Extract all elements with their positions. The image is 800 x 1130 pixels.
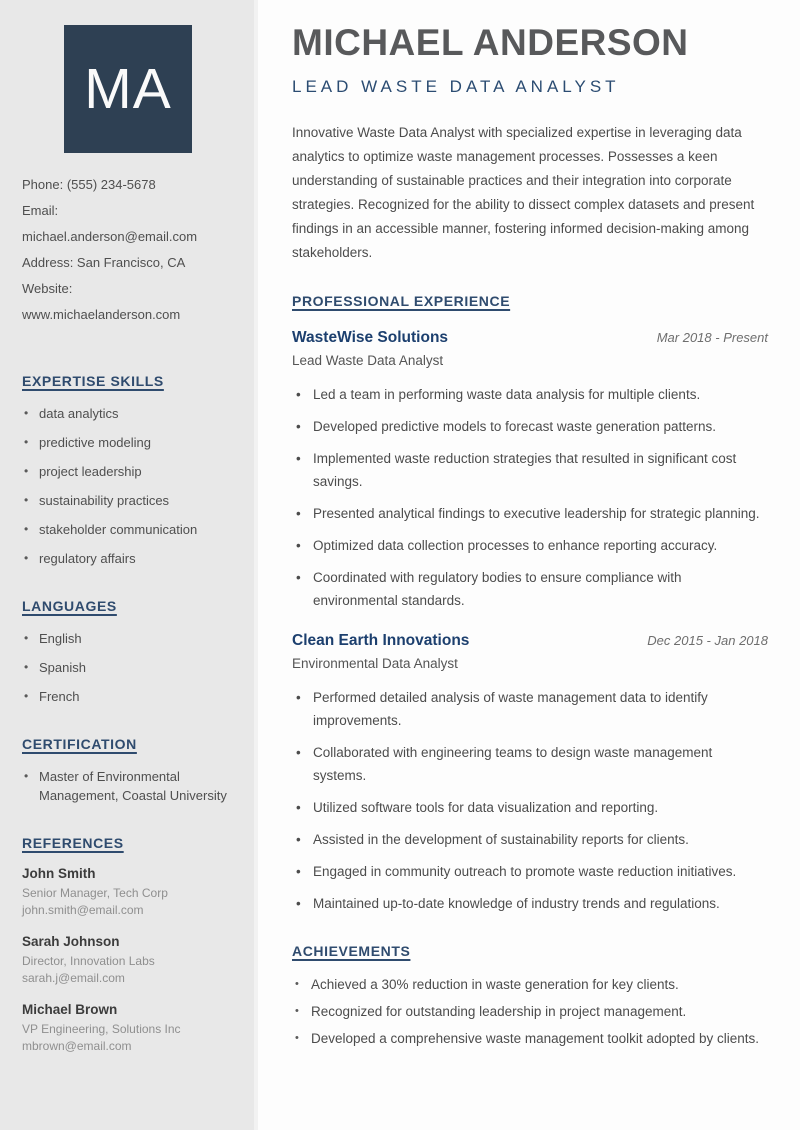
reference-name: Sarah Johnson [22, 934, 120, 949]
reference-title: Senior Manager, Tech Corp [22, 886, 168, 900]
reference-title: Director, Innovation Labs [22, 954, 155, 968]
list-item: • Developed a comprehensive waste management toolkit adopted by clients. [292, 1027, 768, 1050]
list-item: • sustainability practices [22, 491, 234, 510]
list-item: • Collaborated with engineering teams to design waste management systems. [292, 741, 768, 787]
expertise-skills-list [22, 404, 234, 568]
candidate-name: MICHAEL ANDERSON [292, 22, 689, 63]
reference-email: john.smith@email.com [22, 903, 144, 917]
list-item: • Recognized for outstanding leadership in project management. [292, 1000, 768, 1023]
list-item: • Performed detailed analysis of waste management data to identify improvements. [292, 686, 768, 732]
job-dates: Dec 2015 - Jan 2018 [647, 632, 768, 648]
list-item: • Led a team in performing waste data analysis for multiple clients. [292, 383, 768, 406]
list-item: • Spanish [22, 658, 234, 677]
reference-email: sarah.j@email.com [22, 971, 125, 985]
certification-list [22, 767, 234, 805]
company-name: Clean Earth Innovations [292, 631, 470, 649]
section-expertise-skills [22, 373, 234, 568]
list-item: • Coordinated with regulatory bodies to ensure compliance with environmental standards. [292, 566, 768, 612]
achievements-heading: ACHIEVEMENTS [292, 942, 411, 959]
company-name: WasteWise Solutions [292, 328, 449, 346]
languages-list [22, 629, 234, 706]
list-item: • French [22, 687, 234, 706]
contact-website: Website: www.michaelanderson.com [22, 281, 181, 322]
list-item: • English [22, 629, 234, 648]
list-item: • Implemented waste reduction strategies that resulted in significant cost savings. [292, 447, 768, 493]
list-item: • Master of Environmental Management, Coastal University [22, 767, 234, 805]
list-item: • regulatory affairs [22, 549, 234, 568]
job-role: Lead Waste Data Analyst [292, 352, 444, 368]
list-item: • Maintained up-to-date knowledge of industry trends and regulations. [292, 892, 768, 915]
job-bullet-list [292, 383, 768, 612]
list-item: • Achieved a 30% reduction in waste generation for key clients. [292, 973, 768, 996]
list-item: • Developed predictive models to forecast waste generation patterns. [292, 415, 768, 438]
section-languages [22, 598, 234, 706]
experience-heading: PROFESSIONAL EXPERIENCE [292, 292, 511, 309]
reference-entry [22, 1002, 234, 1055]
summary-paragraph: Innovative Waste Data Analyst with specialized expertise in leveraging data analytics to optimize waste management processes. Possesses a keen understanding of sustainable practices and their integration into corporate strategies. Recognized for the ability to dissect complex datasets and present findings in an accessible manner, fostering informed decision-making among stakeholders. [292, 124, 755, 260]
achievements-list [292, 973, 768, 1050]
references-heading: REFERENCES [22, 835, 124, 851]
job-role: Environmental Data Analyst [292, 655, 458, 671]
contact-info [22, 172, 234, 328]
list-item: • stakeholder communication [22, 520, 234, 539]
sidebar [0, 0, 258, 1130]
contact-phone: Phone: (555) 234-5678 [22, 177, 156, 192]
reference-entry [22, 934, 234, 987]
section-references [22, 835, 234, 1055]
list-item: • Engaged in community outreach to promote waste reduction initiatives. [292, 860, 768, 883]
expertise-skills-heading: EXPERTISE SKILLS [22, 373, 164, 389]
contact-email: Email: michael.anderson@email.com [22, 203, 198, 244]
candidate-job-title: LEAD WASTE DATA ANALYST [292, 76, 620, 96]
reference-name: John Smith [22, 866, 96, 881]
main-content [258, 0, 800, 1130]
experience-entry [292, 632, 768, 915]
job-dates: Mar 2018 - Present [656, 329, 768, 345]
reference-entry [22, 866, 234, 919]
list-item: • predictive modeling [22, 433, 234, 452]
list-item: • Presented analytical findings to executive leadership for strategic planning. [292, 502, 768, 525]
job-header [292, 329, 768, 347]
monogram-initials: MA [84, 57, 172, 121]
list-item: • Optimized data collection processes to enhance reporting accuracy. [292, 534, 768, 557]
monogram-badge [64, 25, 192, 153]
list-item: • Assisted in the development of sustainability reports for clients. [292, 828, 768, 851]
section-certification [22, 736, 234, 805]
reference-title: VP Engineering, Solutions Inc [22, 1022, 181, 1036]
job-header [292, 632, 768, 650]
list-item: • Utilized software tools for data visualization and reporting. [292, 796, 768, 819]
reference-name: Michael Brown [22, 1002, 118, 1017]
certification-heading: CERTIFICATION [22, 736, 137, 752]
list-item: • data analytics [22, 404, 234, 423]
experience-entry [292, 329, 768, 612]
languages-heading: LANGUAGES [22, 598, 117, 614]
reference-email: mbrown@email.com [22, 1039, 132, 1053]
job-bullet-list [292, 686, 768, 915]
contact-address: Address: San Francisco, CA [22, 255, 186, 270]
list-item: • project leadership [22, 462, 234, 481]
